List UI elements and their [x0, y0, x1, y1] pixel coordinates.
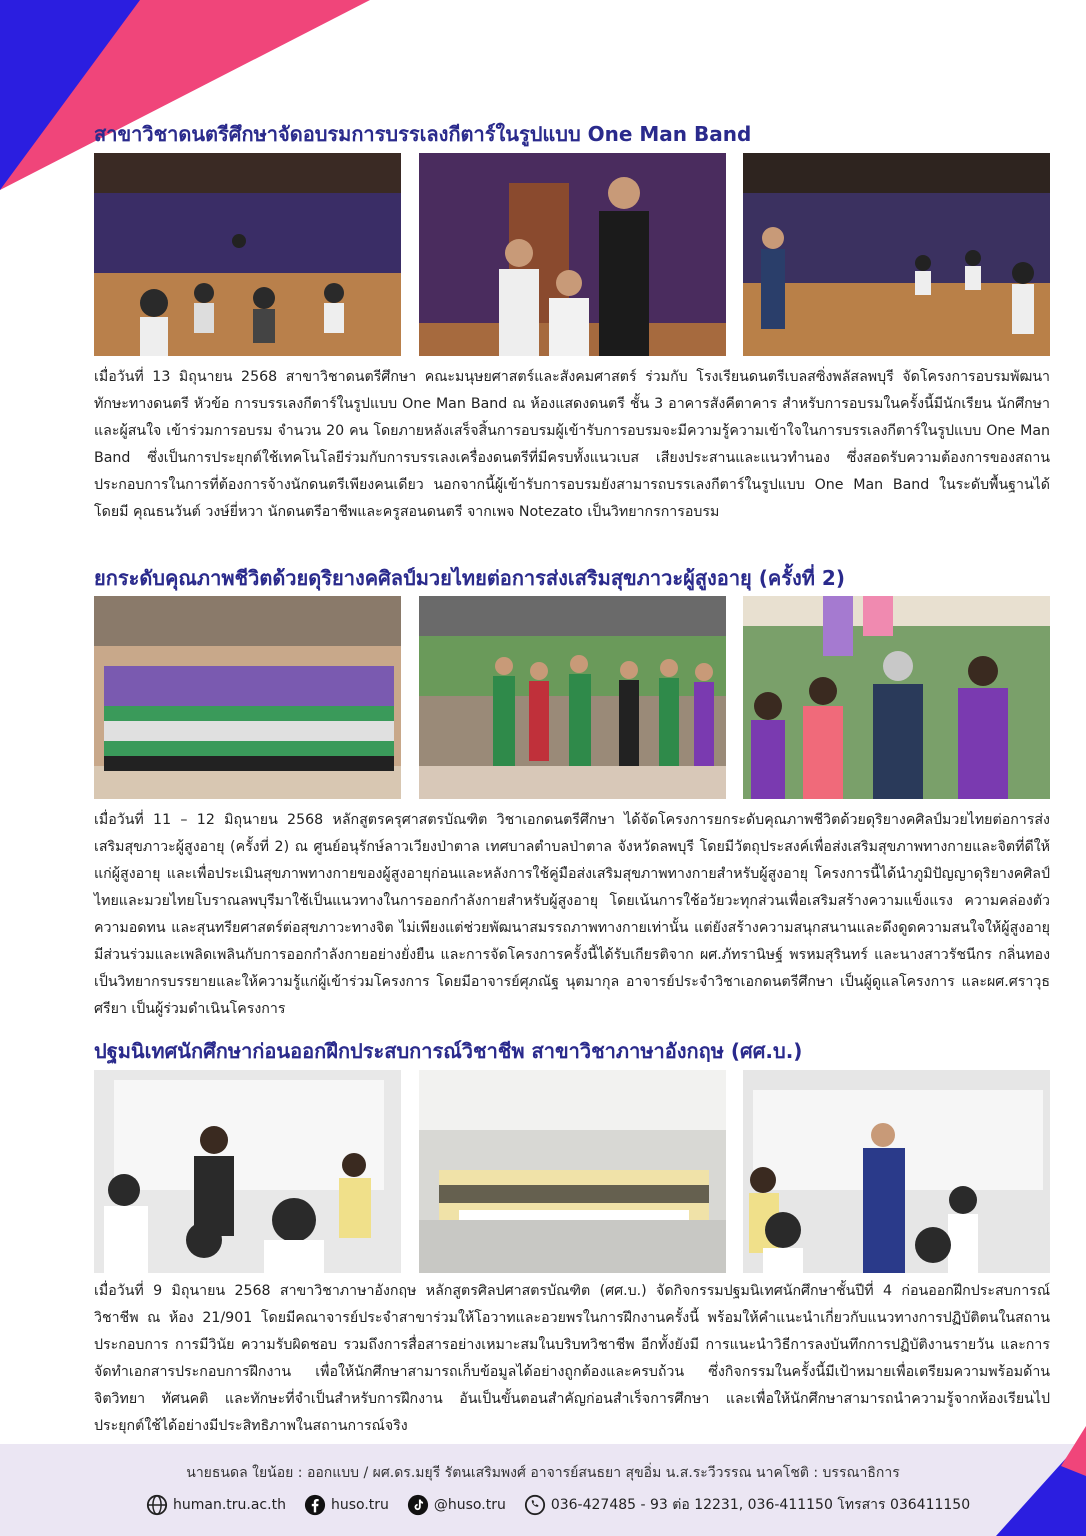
- photo-row-elderly: [94, 596, 1050, 799]
- tiktok-icon: [407, 1494, 429, 1516]
- photo-english-classroom: [419, 1070, 726, 1273]
- section-title-music: สาขาวิชาดนตรีศึกษาจัดอบรมการบรรเลงกีตาร์ในรูปแบบ One Man Band: [94, 122, 752, 146]
- tiktok-text: @huso.tru: [433, 1497, 506, 1513]
- section-title-elderly: ยกระดับคุณภาพชีวิตด้วยดุริยางคศิลป์มวยไทยต่อการส่งเสริมสุขภาวะผู้สูงอายุ (ครั้งที่ 2): [94, 566, 845, 590]
- photo-row-english: [94, 1070, 1050, 1273]
- section-title-english: ปฐมนิเทศนักศึกษาก่อนออกฝึกประสบการณ์วิชาชีพ สาขาวิชาภาษาอังกฤษ (ศศ.บ.): [94, 1039, 803, 1063]
- footer-credits: นายธนดล ใยน้อย : ออกแบบ / ผศ.ดร.มยุรี รัตนเสริมพงศ์ อาจารย์สนธยา สุขอิ่ม น.ส.ระวีวรรณ นาคโชติ : บรรณาธิการ: [186, 1465, 900, 1481]
- footer: [0, 1444, 1086, 1536]
- phone-icon: [524, 1494, 546, 1516]
- facebook-text: huso.tru: [330, 1497, 389, 1513]
- corner-decoration-bottom: [966, 1416, 1086, 1536]
- website-text: human.tru.ac.th: [173, 1497, 286, 1513]
- contact-facebook[interactable]: [304, 1494, 389, 1516]
- photo-row-music: [94, 153, 1050, 356]
- photo-music-hall: [94, 153, 401, 356]
- photo-english-lecturer: [94, 1070, 401, 1273]
- section-body-music: เมื่อวันที่ 13 มิถุนายน 2568 สาขาวิชาดนตรีศึกษา คณะมนุษยศาสตร์และสังคมศาสตร์ ร่วมกับ โรงเรียนดนตรีเบลสซิ่งพลัสลพบุรี จัดโครงการอบรมพัฒนาทักษะทางดนตรี หัวข้อ การบรรเลงกีตาร์ในรูปแบบ One Man Band ณ ห้องแสดงดนตรี ชั้น 3 อาคารสังคีตาคาร สำหรับการอบรมในครั้งนี้มีนักเรียน นักศึกษา และผู้สนใจ เข้าร่วมการอบรม จำนวน 20 คน โดยภายหลังเสร็จสิ้นการอบรมผู้เข้ารับการอบรมจะมีความรู้ความเข้าใจในการบรรเลงกีตาร์ในรูปแบบ One Man Band ซึ่งเป็นการประยุกต์ใช้เทคโนโลยีร่วมกับการบรรเลงเครื่องดนตรีที่มีครบทั้งแนวเบส เสียงประสานและแนวทำนอง ซึ่งสอดรับความต้องการของสถานประกอบการในการที่ต้องการจ้างนักดนตรีเพียงคนเดียว นอกจากนี้ผู้เข้ารับการอบรมยังสามารถบรรเลงกีตาร์ในรูปแบบ One Man Band ในระดับพื้นฐานได้ โดยมี คุณธนวันต์ วงษ์ยี่หวา นักดนตรีอาชีพและครูสอนดนตรี จากเพจ Notezato เป็นวิทยากรการอบรม: [94, 369, 1050, 520]
- contact-phone[interactable]: [524, 1494, 970, 1516]
- section-body-elderly: เมื่อวันที่ 11 – 12 มิถุนายน 2568 หลักสูตรครุศาสตรบัณฑิต วิชาเอกดนตรีศึกษา ได้จัดโครงการยกระดับคุณภาพชีวิตด้วยดุริยางคศิลป์มวยไทยต่อการส่งเสริมสุขภาวะผู้สูงอายุ (ครั้งที่ 2) ณ ศูนย์อนุรักษ์ลาวเวียงป่าตาล เทศบาลตำบลป่าตาล จังหวัดลพบุรี โดยมีวัตถุประสงค์เพื่อส่งเสริมสุขภาพทางกายและจิตที่ดีให้แก่ผู้สูงอายุ และเพื่อประเมินสุขภาพทางกายของผู้สูงอายุก่อนและหลังการใช้คู่มือส่งเสริมสุขภาพทางกายสำหรับผู้สูงอายุ โครงการนี้ได้นำภูมิปัญญาดุริยางคศิลป์ไทยและมวยไทยโบราณลพบุรีมาใช้เป็นแนวทางในการออกกำลังกายสำหรับผู้สูงอายุ โดยเน้นการใช้อวัยวะทุกส่วนเพื่อเสริมสร้างความแข็งแรง ความคล่องตัว ความอดทน และสุนทรียศาสตร์ต่อสุขภาวะทางจิต ไม่เพียงแต่ช่วยพัฒนาสมรรถภาพทางกายเท่านั้น แต่ยังสร้างความสนุกสนานและดึงดูดความสนใจให้ผู้สูงอายุมีส่วนร่วมและเพลิดเพลินกับการออกกำลังกายอย่างยั่งยืน และการจัดโครงการครั้งนี้ได้รับเกียรติจาก ผศ.ภัทรานิษฐ์ พรหมสุรินทร์ และนางสาวรัชนีกร กลิ่นทอง เป็นวิทยากรบรรยายและให้ความรู้แก่ผู้เข้าร่วมโครงการ โดยมีอาจารย์ศุภณัฐ นุตมากุล อาจารย์ประจำวิชาเอกดนตรีศึกษา เป็นผู้ดูแลโครงการ และผศ.ศราวุธ ศรียา เป็นผู้ร่วมดำเนินโครงการ: [94, 812, 1050, 1017]
- section-body-english: เมื่อวันที่ 9 มิถุนายน 2568 สาขาวิชาภาษาอังกฤษ หลักสูตรศิลปศาสตรบัณฑิต (ศศ.บ.) จัดกิจกรรมปฐมนิเทศนักศึกษาชั้นปีที่ 4 ก่อนออกฝึกประสบการณ์วิชาชีพ ณ ห้อง 21/901 โดยมีคณาจารย์ประจำสาขาร่วมให้โอวาทและอวยพรในการฝึกงานครั้งนี้ พร้อมให้คำแนะนำเกี่ยวกับแนวทางการปฏิบัติตนในสถานประกอบการ การมีวินัย ความรับผิดชอบ รวมถึงการสื่อสารอย่างเหมาะสมในบริบทวิชาชีพ อีกทั้งยังมี การแนะนำวิธีการลงบันทึกการปฏิบัติงานรายวัน และการจัดทำเอกสารประกอบการฝึกงาน เพื่อให้นักศึกษาสามารถเก็บข้อมูลได้อย่างถูกต้องและครบถ้วน ซึ่งกิจกรรมในครั้งนี้มีเป้าหมายเพื่อเตรียมความพร้อมด้านจิตวิทยา ทัศนคติ และทักษะที่จำเป็นสำหรับการฝึกงาน อันเป็นขั้นตอนสำคัญก่อนสำเร็จการศึกษา และเพื่อให้นักศึกษาสามารถนำความรู้จากห้องเรียนไปประยุกต์ใช้ได้อย่างมีประสิทธิภาพในสถานการณ์จริง: [94, 1283, 1050, 1434]
- contact-tiktok[interactable]: [407, 1494, 506, 1516]
- photo-elderly-group: [94, 596, 401, 799]
- facebook-icon: [304, 1494, 326, 1516]
- globe-icon: [146, 1494, 168, 1516]
- contact-website[interactable]: [146, 1494, 286, 1516]
- photo-elderly-activity: [419, 596, 726, 799]
- phone-text: 036-427485 - 93 ต่อ 12231, 036-411150 โทรสาร 036411150: [550, 1497, 971, 1513]
- photo-music-instructor: [419, 153, 726, 356]
- photo-elderly-speaker: [743, 596, 1050, 799]
- footer-contacts: [146, 1494, 970, 1516]
- photo-music-performance: [743, 153, 1050, 356]
- photo-english-speaker: [743, 1070, 1050, 1273]
